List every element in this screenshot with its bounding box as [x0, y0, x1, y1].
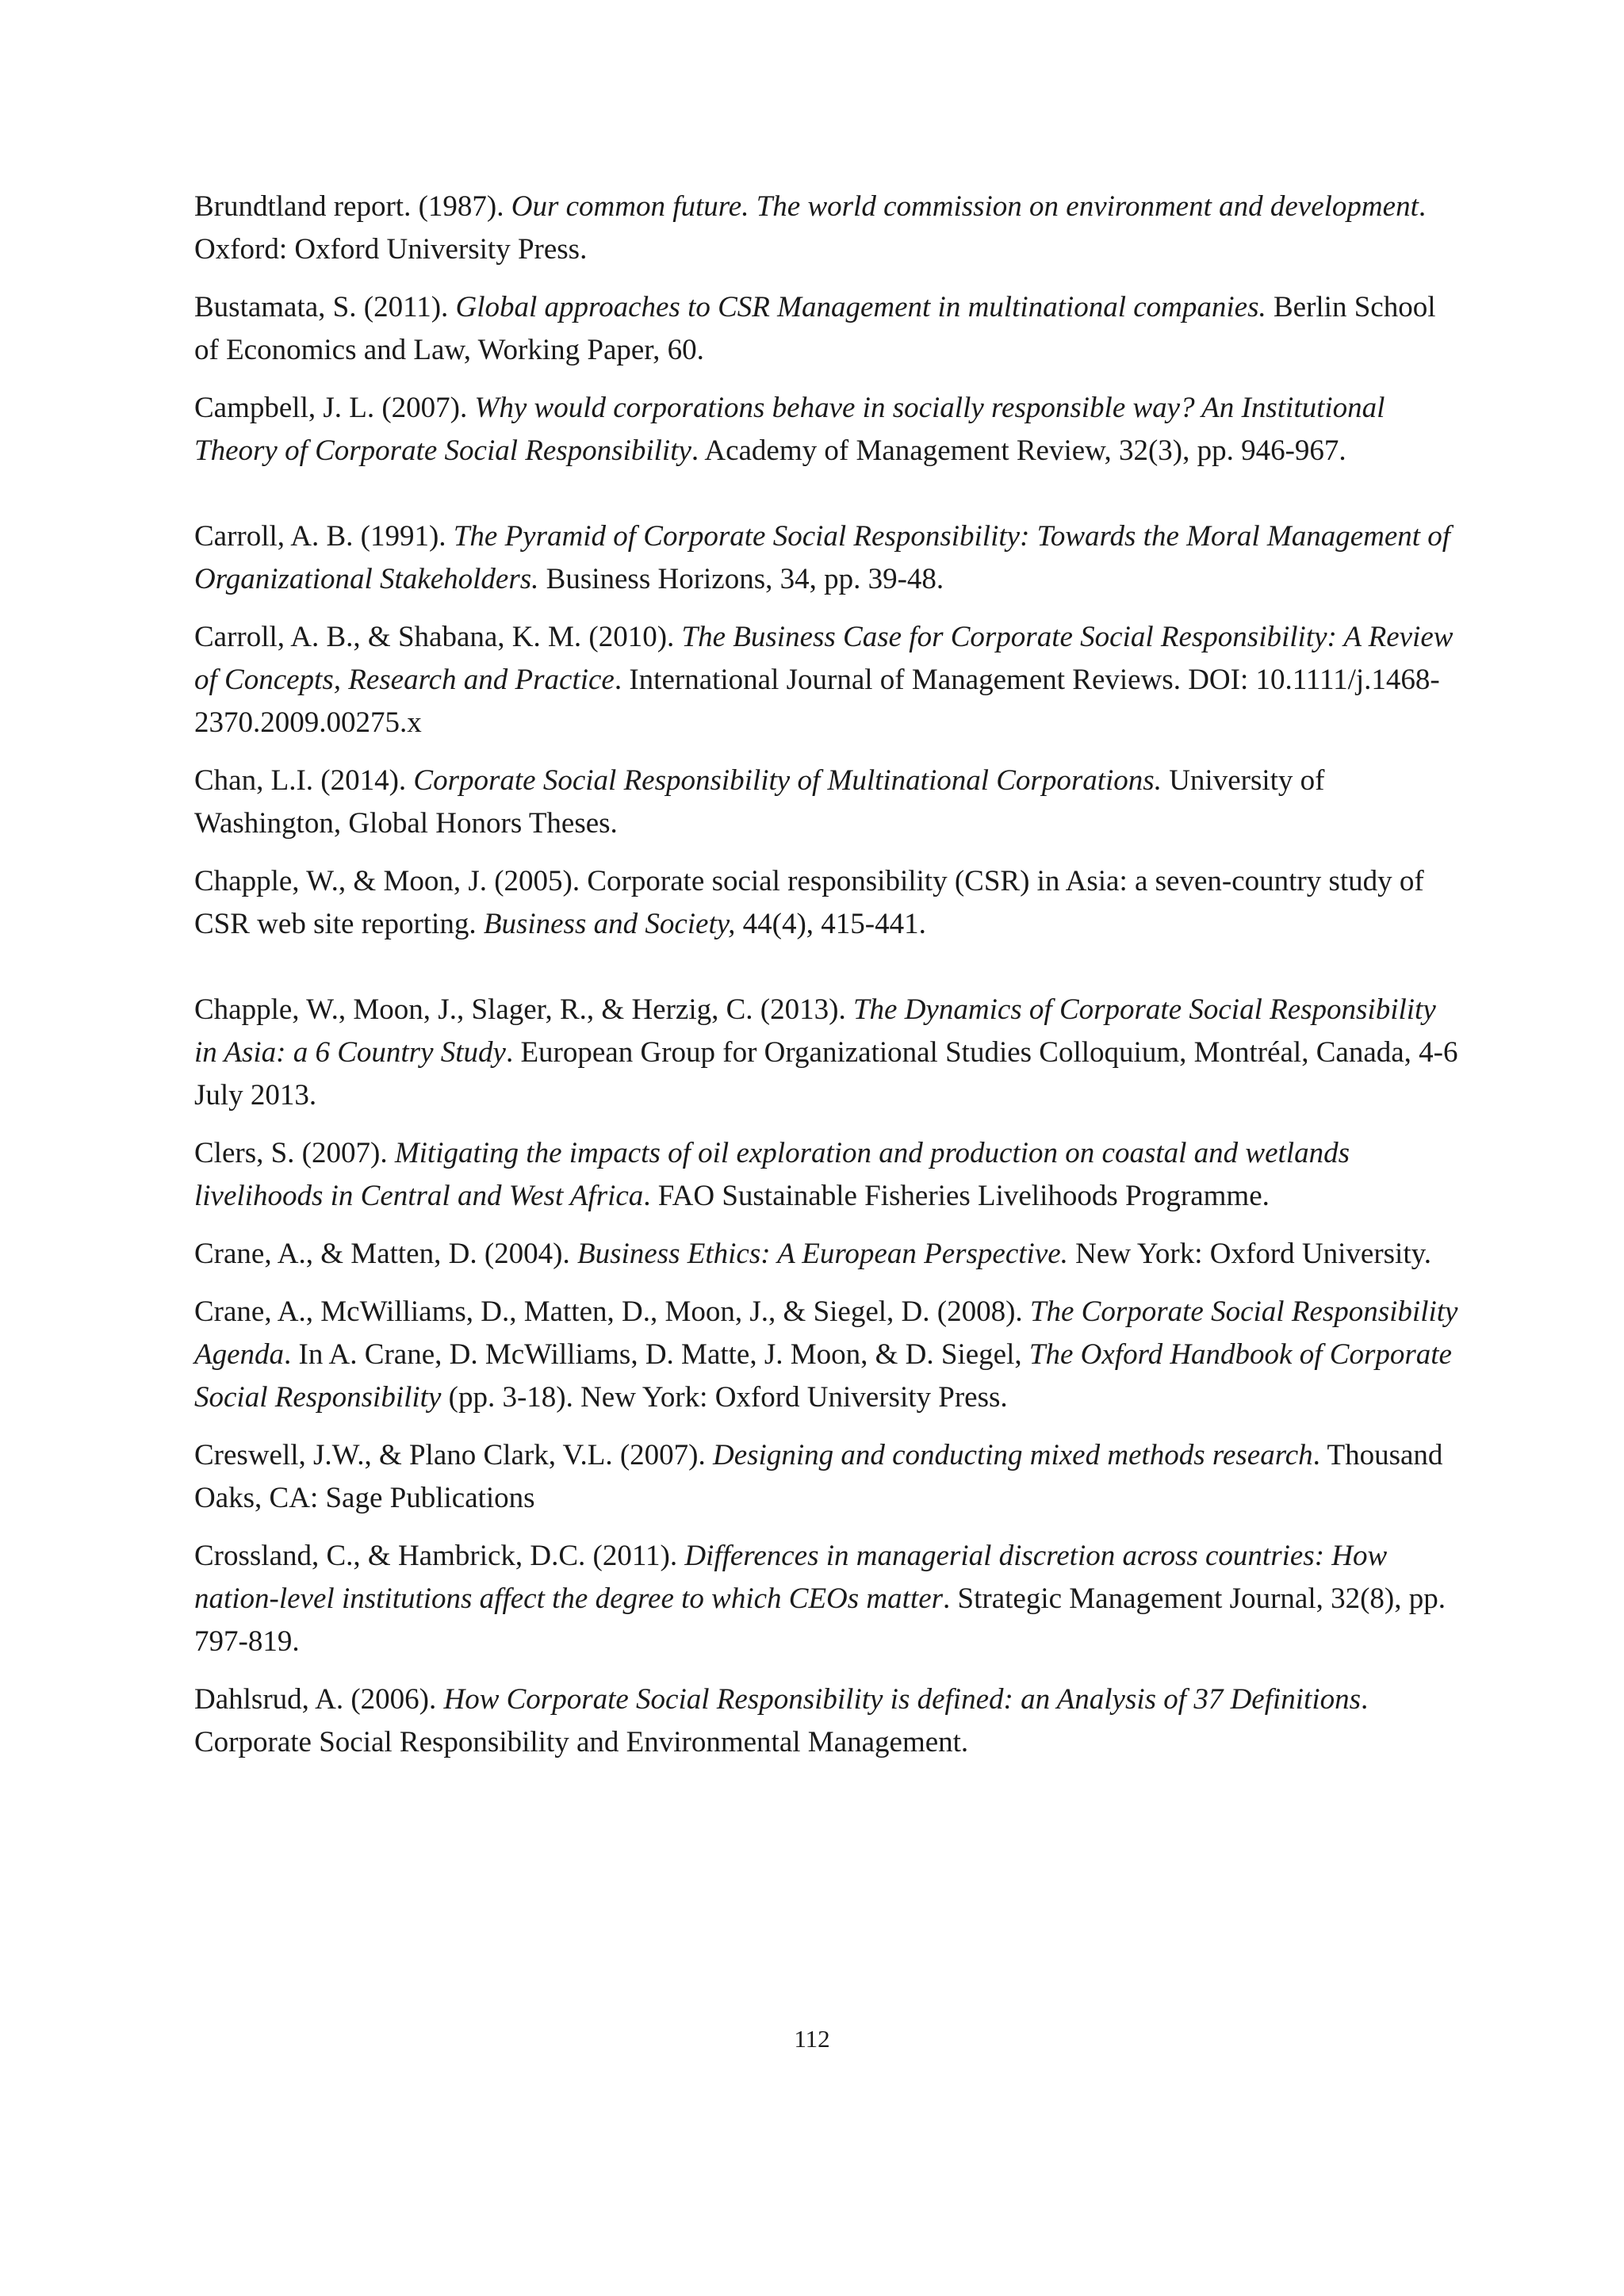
reference-entry	[194, 515, 1463, 601]
reference-text: Chan, L.I. (2014).	[194, 764, 414, 797]
reference-entry	[194, 1233, 1463, 1276]
reference-list	[194, 186, 1463, 1779]
reference-text: Crossland, C., & Hambrick, D.C. (2011).	[194, 1540, 685, 1572]
reference-title-italic: The Oxford Handbook of Corporate Social Responsibility	[194, 1338, 1452, 1414]
page-number: 112	[794, 2025, 830, 2053]
reference-title-italic: Global approaches to CSR Management in multinational companies.	[455, 291, 1266, 323]
reference-text: (pp. 3-18). New York: Oxford University Press.	[441, 1381, 1008, 1414]
reference-entry	[194, 616, 1463, 744]
reference-text: . Academy of Management Review, 32(3), pp. 946-967.	[691, 434, 1346, 467]
reference-title-italic: The Corporate Social Responsibility Agenda	[194, 1295, 1458, 1371]
reference-entry	[194, 186, 1463, 271]
reference-title-italic: Differences in managerial discretion across countries: How nation-level institutions affect the degree to which CEOs matter	[194, 1540, 1388, 1615]
reference-title-italic: The Pyramid of Corporate Social Responsibility: Towards the Moral Management of Organizational Stakeholders.	[194, 520, 1451, 595]
reference-entry	[194, 760, 1463, 845]
reference-entry	[194, 286, 1463, 372]
reference-text: Bustamata, S. (2011).	[194, 291, 456, 323]
reference-entry	[194, 860, 1463, 946]
reference-text: Clers, S. (2007).	[194, 1137, 395, 1169]
reference-title-italic: Business Ethics: A European Perspective.	[576, 1238, 1068, 1270]
reference-text: Chapple, W., Moon, J., Slager, R., & Herzig, C. (2013).	[194, 993, 853, 1026]
reference-text: . Oxford: Oxford University Press.	[194, 190, 1427, 266]
reference-title-italic: The Business Case for Corporate Social Responsibility: A Review of Concepts, Research and Practice	[194, 621, 1454, 696]
reference-text: Crane, A., McWilliams, D., Matten, D., Moon, J., & Siegel, D. (2008).	[194, 1295, 1030, 1328]
reference-text: . European Group for Organizational Studies Colloquium, Montréal, Canada, 4-6 July 2013.	[194, 1036, 1458, 1112]
reference-text: . Corporate Social Responsibility and Environmental Management.	[194, 1683, 1369, 1758]
reference-title-italic: How Corporate Social Responsibility is defined: an Analysis of 37 Definitions	[443, 1683, 1362, 1716]
reference-entry	[194, 1434, 1463, 1520]
reference-entry	[194, 1678, 1463, 1764]
reference-text: . FAO Sustainable Fisheries Livelihoods Programme.	[643, 1180, 1270, 1212]
reference-entry	[194, 387, 1463, 473]
reference-text: Creswell, J.W., & Plano Clark, V.L. (2007).	[194, 1439, 713, 1471]
reference-title-italic: Business and Society,	[483, 908, 736, 940]
reference-title-italic: Our common future. The world commission on environment and development	[511, 190, 1419, 223]
reference-text: 44(4), 415-441.	[735, 908, 926, 940]
reference-text: Business Horizons, 34, pp. 39-48.	[538, 563, 944, 595]
reference-text: New York: Oxford University.	[1067, 1238, 1431, 1270]
reference-text: University of Washington, Global Honors Theses.	[194, 764, 1325, 840]
reference-text: . Thousand Oaks, CA: Sage Publications	[194, 1439, 1443, 1514]
reference-text: Carroll, A. B. (1991).	[194, 520, 454, 553]
reference-entry	[194, 1535, 1463, 1663]
reference-title-italic: Mitigating the impacts of oil exploration and production on coastal and wetlands livelihoods in Central and West Africa	[194, 1137, 1350, 1212]
reference-text: . In A. Crane, D. McWilliams, D. Matte, J. Moon, & D. Siegel,	[284, 1338, 1029, 1371]
reference-text: Brundtland report. (1987).	[194, 190, 511, 223]
reference-entry	[194, 1291, 1463, 1419]
reference-title-italic: Corporate Social Responsibility of Multinational Corporations.	[413, 764, 1162, 797]
reference-text: Berlin School of Economics and Law, Working Paper, 60.	[194, 291, 1436, 366]
reference-title-italic: Designing and conducting mixed methods research	[713, 1439, 1313, 1471]
reference-text: Campbell, J. L. (2007).	[194, 392, 475, 424]
reference-text: Carroll, A. B., & Shabana, K. M. (2010).	[194, 621, 682, 653]
reference-text: Crane, A., & Matten, D. (2004).	[194, 1238, 577, 1270]
reference-entry	[194, 1132, 1463, 1218]
reference-title-italic: The Dynamics of Corporate Social Responsibility in Asia: a 6 Country Study	[194, 993, 1436, 1069]
reference-text: Dahlsrud, A. (2006).	[194, 1683, 444, 1716]
reference-title-italic: Why would corporations behave in socially responsible way? An Institutional Theory of Corporate Social Responsibility	[194, 392, 1385, 467]
reference-text: Chapple, W., & Moon, J. (2005). Corporate social responsibility (CSR) in Asia: a seven-country study of CSR web site reporting.	[194, 865, 1424, 940]
reference-text: . International Journal of Management Reviews. DOI: 10.1111/j.1468-2370.2009.00275.x	[194, 664, 1440, 739]
reference-text: . Strategic Management Journal, 32(8), pp. 797-819.	[194, 1582, 1446, 1658]
reference-entry	[194, 989, 1463, 1117]
